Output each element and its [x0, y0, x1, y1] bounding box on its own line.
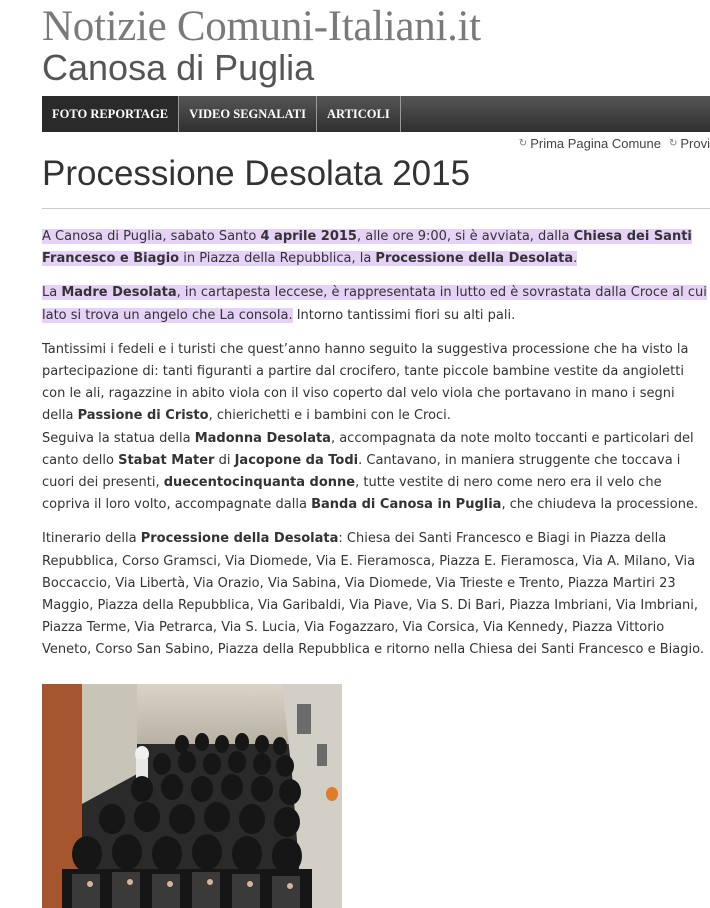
- site-title[interactable]: Notizie Comuni-Italiani.it: [42, 3, 481, 50]
- text: di: [214, 452, 235, 468]
- text: : Chiesa dei Santi Francesco e Biagi in Piazza della Repubblica, Corso Gramsci, Via Diomede, Via E. Fieramosca, Piazza E. Fieramosca, Via A. Milano, Via Boccaccio, Via Libertà, Via Orazio, Via Sabina, Via Diomede, Via Trieste e Trento, Piazza Martiri 23 Maggio, Piazza della Repubblica, Via Garibaldi, Via Piave, Via S. Di Bari, Piazza Imbriani, Via Imbriani, Piazza Terme, Via Petrarca, Via S. Lucia, Via Fogazzaro, Via Corsica, Via Kennedy, Piazza Vittorio Veneto, Corso San Sabino, Piazza della Repubblica e ritorno nella Chiesa dei Santi Francesco e Biagio.: [42, 531, 704, 658]
- text: Seguiva la statua della: [42, 430, 195, 446]
- link-arrow-icon: ↻: [518, 138, 528, 149]
- page-title: Processione Desolata 2015: [42, 154, 471, 193]
- bold-text: Processione della Desolata: [140, 531, 339, 547]
- procession-photo[interactable]: [42, 684, 342, 908]
- text: . Cantavano, in maniera struggente che toccava i cuori dei presenti,: [42, 452, 681, 491]
- text: A Canosa di Puglia, sabato Santo: [42, 229, 261, 244]
- bold-text: Madonna Desolata: [194, 430, 331, 446]
- paragraph-itinerario: [42, 528, 710, 661]
- main-navbar: [42, 96, 710, 132]
- text: .: [573, 251, 578, 267]
- link-arrow-icon: ↻: [668, 138, 678, 149]
- highlighted-text: [42, 229, 692, 266]
- bold-text: Banda di Canosa in Puglia: [311, 497, 502, 513]
- procession-photo-illustration: [42, 684, 342, 908]
- title-divider: [42, 208, 710, 209]
- article-body: [42, 226, 710, 674]
- text: , alle ore 9:00, si è avviata, dalla: [356, 229, 574, 244]
- site-subtitle[interactable]: Canosa di Puglia: [42, 47, 315, 88]
- text: Itinerario della: [42, 531, 141, 547]
- bold-text: Jacopone da Todi: [234, 452, 359, 468]
- bold-text: Stabat Mater: [118, 452, 215, 468]
- bold-text: duecentocinquanta donne: [163, 475, 356, 491]
- bold-text: Madre Desolata: [61, 285, 177, 301]
- nav-articoli[interactable]: ARTICOLI: [317, 96, 401, 132]
- text: , in cartapesta leccese, è rappresentata in lutto ed è sovrastata dalla Croce al cui lato si trova un angelo che La consola.: [42, 285, 707, 323]
- text: Intorno tantissimi fiori su alti pali.: [292, 307, 516, 323]
- text: , chierichetti e i bambini con le Croci.: [208, 408, 451, 424]
- text: in Piazza della Repubblica, la: [179, 251, 376, 267]
- nav-video-segnalati[interactable]: VIDEO SEGNALATI: [179, 96, 317, 132]
- bold-text: 4 aprile 2015: [260, 229, 357, 244]
- nav-foto-reportage[interactable]: FOTO REPORTAGE: [42, 96, 179, 132]
- paragraph-fedeli: [42, 339, 710, 517]
- text: , che chiudeva la processione.: [501, 497, 699, 513]
- text: La: [42, 285, 62, 301]
- link-provincia[interactable]: [669, 136, 710, 151]
- link-label: Provi: [680, 136, 710, 151]
- bold-text: Chiesa dei Santi Francesco e Biagio: [42, 229, 692, 267]
- link-label: Prima Pagina Comune: [530, 136, 661, 151]
- bold-text: Passione di Cristo: [77, 408, 209, 424]
- text: , tutte vestite di nero come nero era il velo che copriva il loro volto, accompagnate dalla: [42, 475, 662, 513]
- paragraph-intro: [42, 226, 710, 270]
- text: , accompagnata da note molto toccanti e particolari del canto dello: [42, 430, 694, 468]
- paragraph-madre-desolata: [42, 282, 710, 326]
- text: Tantissimi i fedeli e i turisti che quest’anno hanno seguito la suggestiva processione che ha visto la partecipazione di: tanti figuranti a partire dal crocifero, tante piccole bambine vestite da angioletti con le ali, ragazzine in abito viola con il viso coperto dal velo viola che portavano in mano i segni della: [42, 341, 689, 424]
- secondary-links: [519, 136, 710, 151]
- bold-text: Processione della Desolata: [375, 251, 574, 267]
- link-prima-pagina-comune[interactable]: [519, 136, 661, 151]
